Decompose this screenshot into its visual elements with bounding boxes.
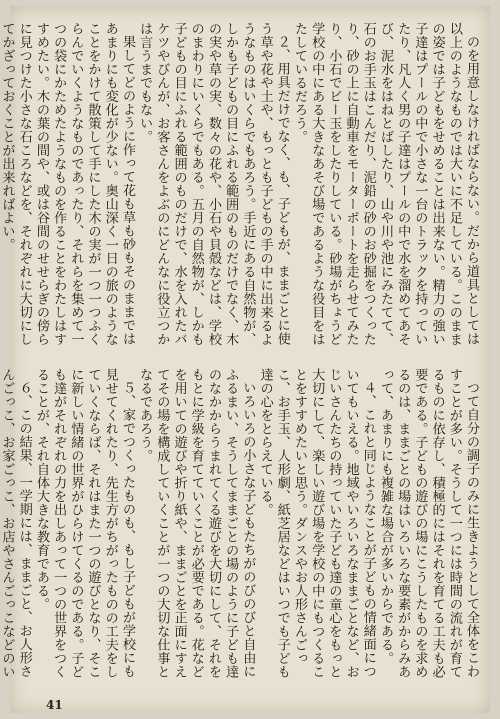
paragraph: ４、これと同じようなことが子どもの情緒面についてもいえる。地域やいろいろなままごとなど、おじいさんたちの持っていた子ども達の童心をもっと大切にして、楽しい遊び場を学校の中にもつくることをすすめたいと思う。ダンスやお人形さんごっこ、お手玉、人形劇、紙芝居などはいつでも子ども達の心をとらえている。 — [257, 368, 376, 679]
paragraph: のを用意しなければならない。だから道具としては以上のようなものでは大いに不足している。このままの姿では子どもをせめることは出来ない。精力の強い子達はプールの中で小さな一台のトラックを持っていたり、凡人く男の子達はプールの中で水を溜めてあそび、泥水をはねとばしたり、山や川や池にみたてて、石のお手玉はこんだり、泥鉛の砂のお砂掘をつくったり、砂の上に自動車をモーターボートを走らせてみたり、小石でビー玉をしたりしている。砂場がちょうど学校の中にある大きなあそび場であるような役目をはたしているだろう。 — [291, 22, 479, 346]
paragraph: ２、用具だけでなく、も、子どもが、ままごとに使う草や花や土や、もっとも子どもの手の中に出来るようなものはいくらでもあろう。手近にある自然物が、しかも子どもの目にふれる範囲のものだけでなく、木の実や草の実、数々の花や、小石や貝殻などは、学校のまわりにいくらでもある。五月の自然物が、しかも子どもの目にふれる範囲のものだけで、水を入れたバケツやびんが、お客さんをよぶのにどんなに役立つかは言うまでもない。 — [137, 22, 290, 346]
paragraph: つて自分の調子のみに生きようとして全体をこわすことが多い。そうして一つには時間の流れが育てるものに依存し、積極的にはそれを育てる工夫も必要である。子どもの遊びの場にこうしたものを求めるのは、ままごとの場はいろいろな要素がからみあって、あまりにも複雑な場合が多いからである。 — [377, 368, 479, 679]
document-page — [0, 6, 490, 713]
paragraph: 果してどのように作って花も草も砂もそのままではあまりにも変化が少ない。奥山深く一日の旅のようなことをかけて散策して手にした木の実が一つ一つふくらんでいくようなものであったり、それらを集めて一つの袋にかためたようなものを作ることをわたしはすすめたい。木の葉の間や、或は谷間のせせらぎの傍らに見つけた小さな石ころなどを、それぞれに大切にしてかざっておくことが出来ればよい。 — [0, 22, 135, 346]
paragraph: ５、家でつくったものも、もし子どもが学校にも見せてくれたり、先生方がちがったものの工夫をしていくならば、それはまた一つの遊びとなり、そこに新しい情緒の世界がひらけてくるのである。子ども達がそれぞれの力を出しあって一つの世界をつくることが、それ自体大きな教育である。 — [33, 368, 135, 679]
paragraph: ６、この結果、一学期には、ままごと、お人形さんごっこ、お家ごっこ、お店やさんごっこなどのい — [0, 368, 32, 679]
upper-text-block — [0, 22, 480, 348]
paragraph: いろいろの小さな子どもたちがのびのびと自由にふるまい、そうしてままごとの場のように子ども達のなかからうまれてくる遊びを大切にして、それをもとに学級を育てていくことが必要である。花などを用いての遊びや折り紙や、ままごとを正面にすえてその場を構成していくことが一つの大切な仕事となるであろう。 — [137, 368, 256, 679]
lower-text-block — [0, 368, 480, 684]
page-number: 41 — [46, 698, 63, 712]
